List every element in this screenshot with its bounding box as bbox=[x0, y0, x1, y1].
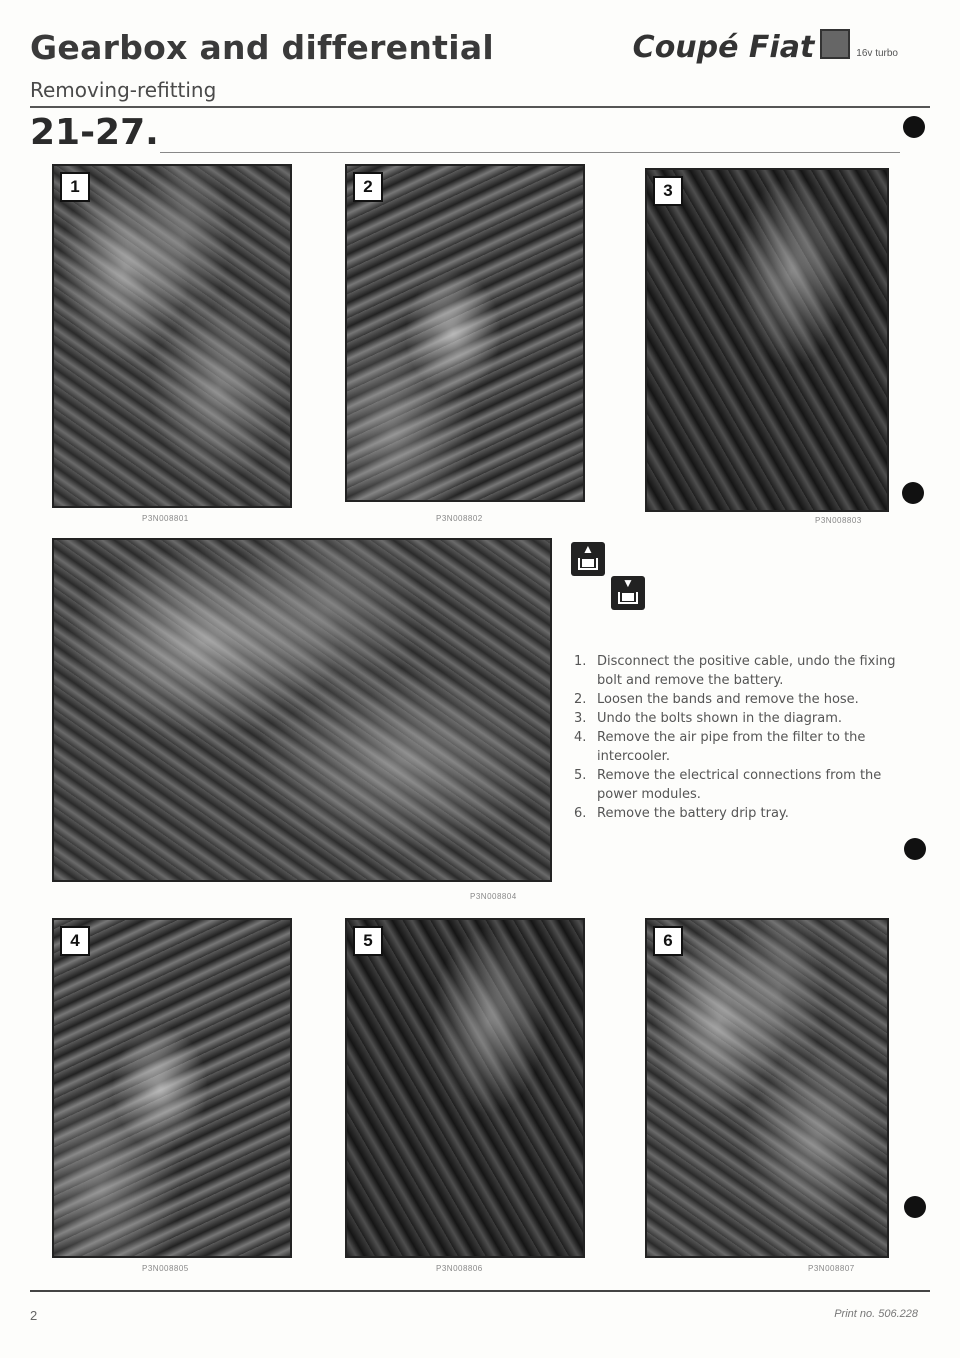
figure-code: P3N008801 bbox=[142, 514, 189, 523]
binding-hole-icon bbox=[903, 116, 925, 138]
brand-sub: 16v turbo bbox=[856, 48, 898, 59]
figure-4-photo bbox=[52, 918, 292, 1258]
step-item: 1. Disconnect the positive cable, undo the fixing bolt and remove the battery. bbox=[574, 654, 896, 688]
footer-divider bbox=[30, 1290, 930, 1292]
figure-number: 2 bbox=[353, 172, 383, 202]
step-item: 4. Remove the air pipe from the filter to the intercooler. bbox=[574, 730, 866, 764]
step-item: 5. Remove the electrical connections from the power modules. bbox=[574, 768, 882, 802]
figure-overview-photo bbox=[52, 538, 552, 882]
step-item: 2. Loosen the bands and remove the hose. bbox=[574, 692, 859, 707]
section-divider bbox=[160, 152, 900, 153]
figure-number: 3 bbox=[653, 176, 683, 206]
procedure-steps bbox=[572, 652, 902, 823]
binding-hole-icon bbox=[904, 838, 926, 860]
section-number: 21-27. bbox=[30, 112, 159, 153]
figure-2-photo bbox=[345, 164, 585, 502]
figure-number: 4 bbox=[60, 926, 90, 956]
print-number: Print no. 506.228 bbox=[834, 1308, 918, 1320]
figure-code: P3N008803 bbox=[815, 516, 862, 525]
figure-code: P3N008805 bbox=[142, 1264, 189, 1273]
page-subtitle: Removing-refitting bbox=[30, 78, 217, 102]
figure-5-photo bbox=[345, 918, 585, 1258]
figure-code: P3N008807 bbox=[808, 1264, 855, 1273]
figure-number: 6 bbox=[653, 926, 683, 956]
binding-hole-icon bbox=[904, 1196, 926, 1218]
figure-6-photo bbox=[645, 918, 889, 1258]
battery-removal-icon: ▲ bbox=[571, 542, 605, 576]
binding-hole-icon bbox=[902, 482, 924, 504]
figure-1-photo bbox=[52, 164, 292, 508]
figure-3-photo bbox=[645, 168, 889, 512]
battery-refit-icon: ▼ bbox=[611, 576, 645, 610]
figure-number: 5 bbox=[353, 926, 383, 956]
page-number: 2 bbox=[30, 1308, 38, 1323]
figure-code: P3N008806 bbox=[436, 1264, 483, 1273]
header-divider bbox=[30, 106, 930, 108]
brand-name: Coupé Fiat bbox=[632, 30, 815, 65]
figure-code: P3N008804 bbox=[470, 892, 517, 901]
brand bbox=[633, 30, 898, 65]
page-title: Gearbox and differential bbox=[30, 28, 494, 67]
figure-number: 1 bbox=[60, 172, 90, 202]
step-item: 3. Undo the bolts shown in the diagram. bbox=[574, 711, 842, 726]
step-item: 6. Remove the battery drip tray. bbox=[574, 806, 789, 821]
figure-code: P3N008802 bbox=[436, 514, 483, 523]
fiat-logo-icon bbox=[820, 29, 850, 59]
